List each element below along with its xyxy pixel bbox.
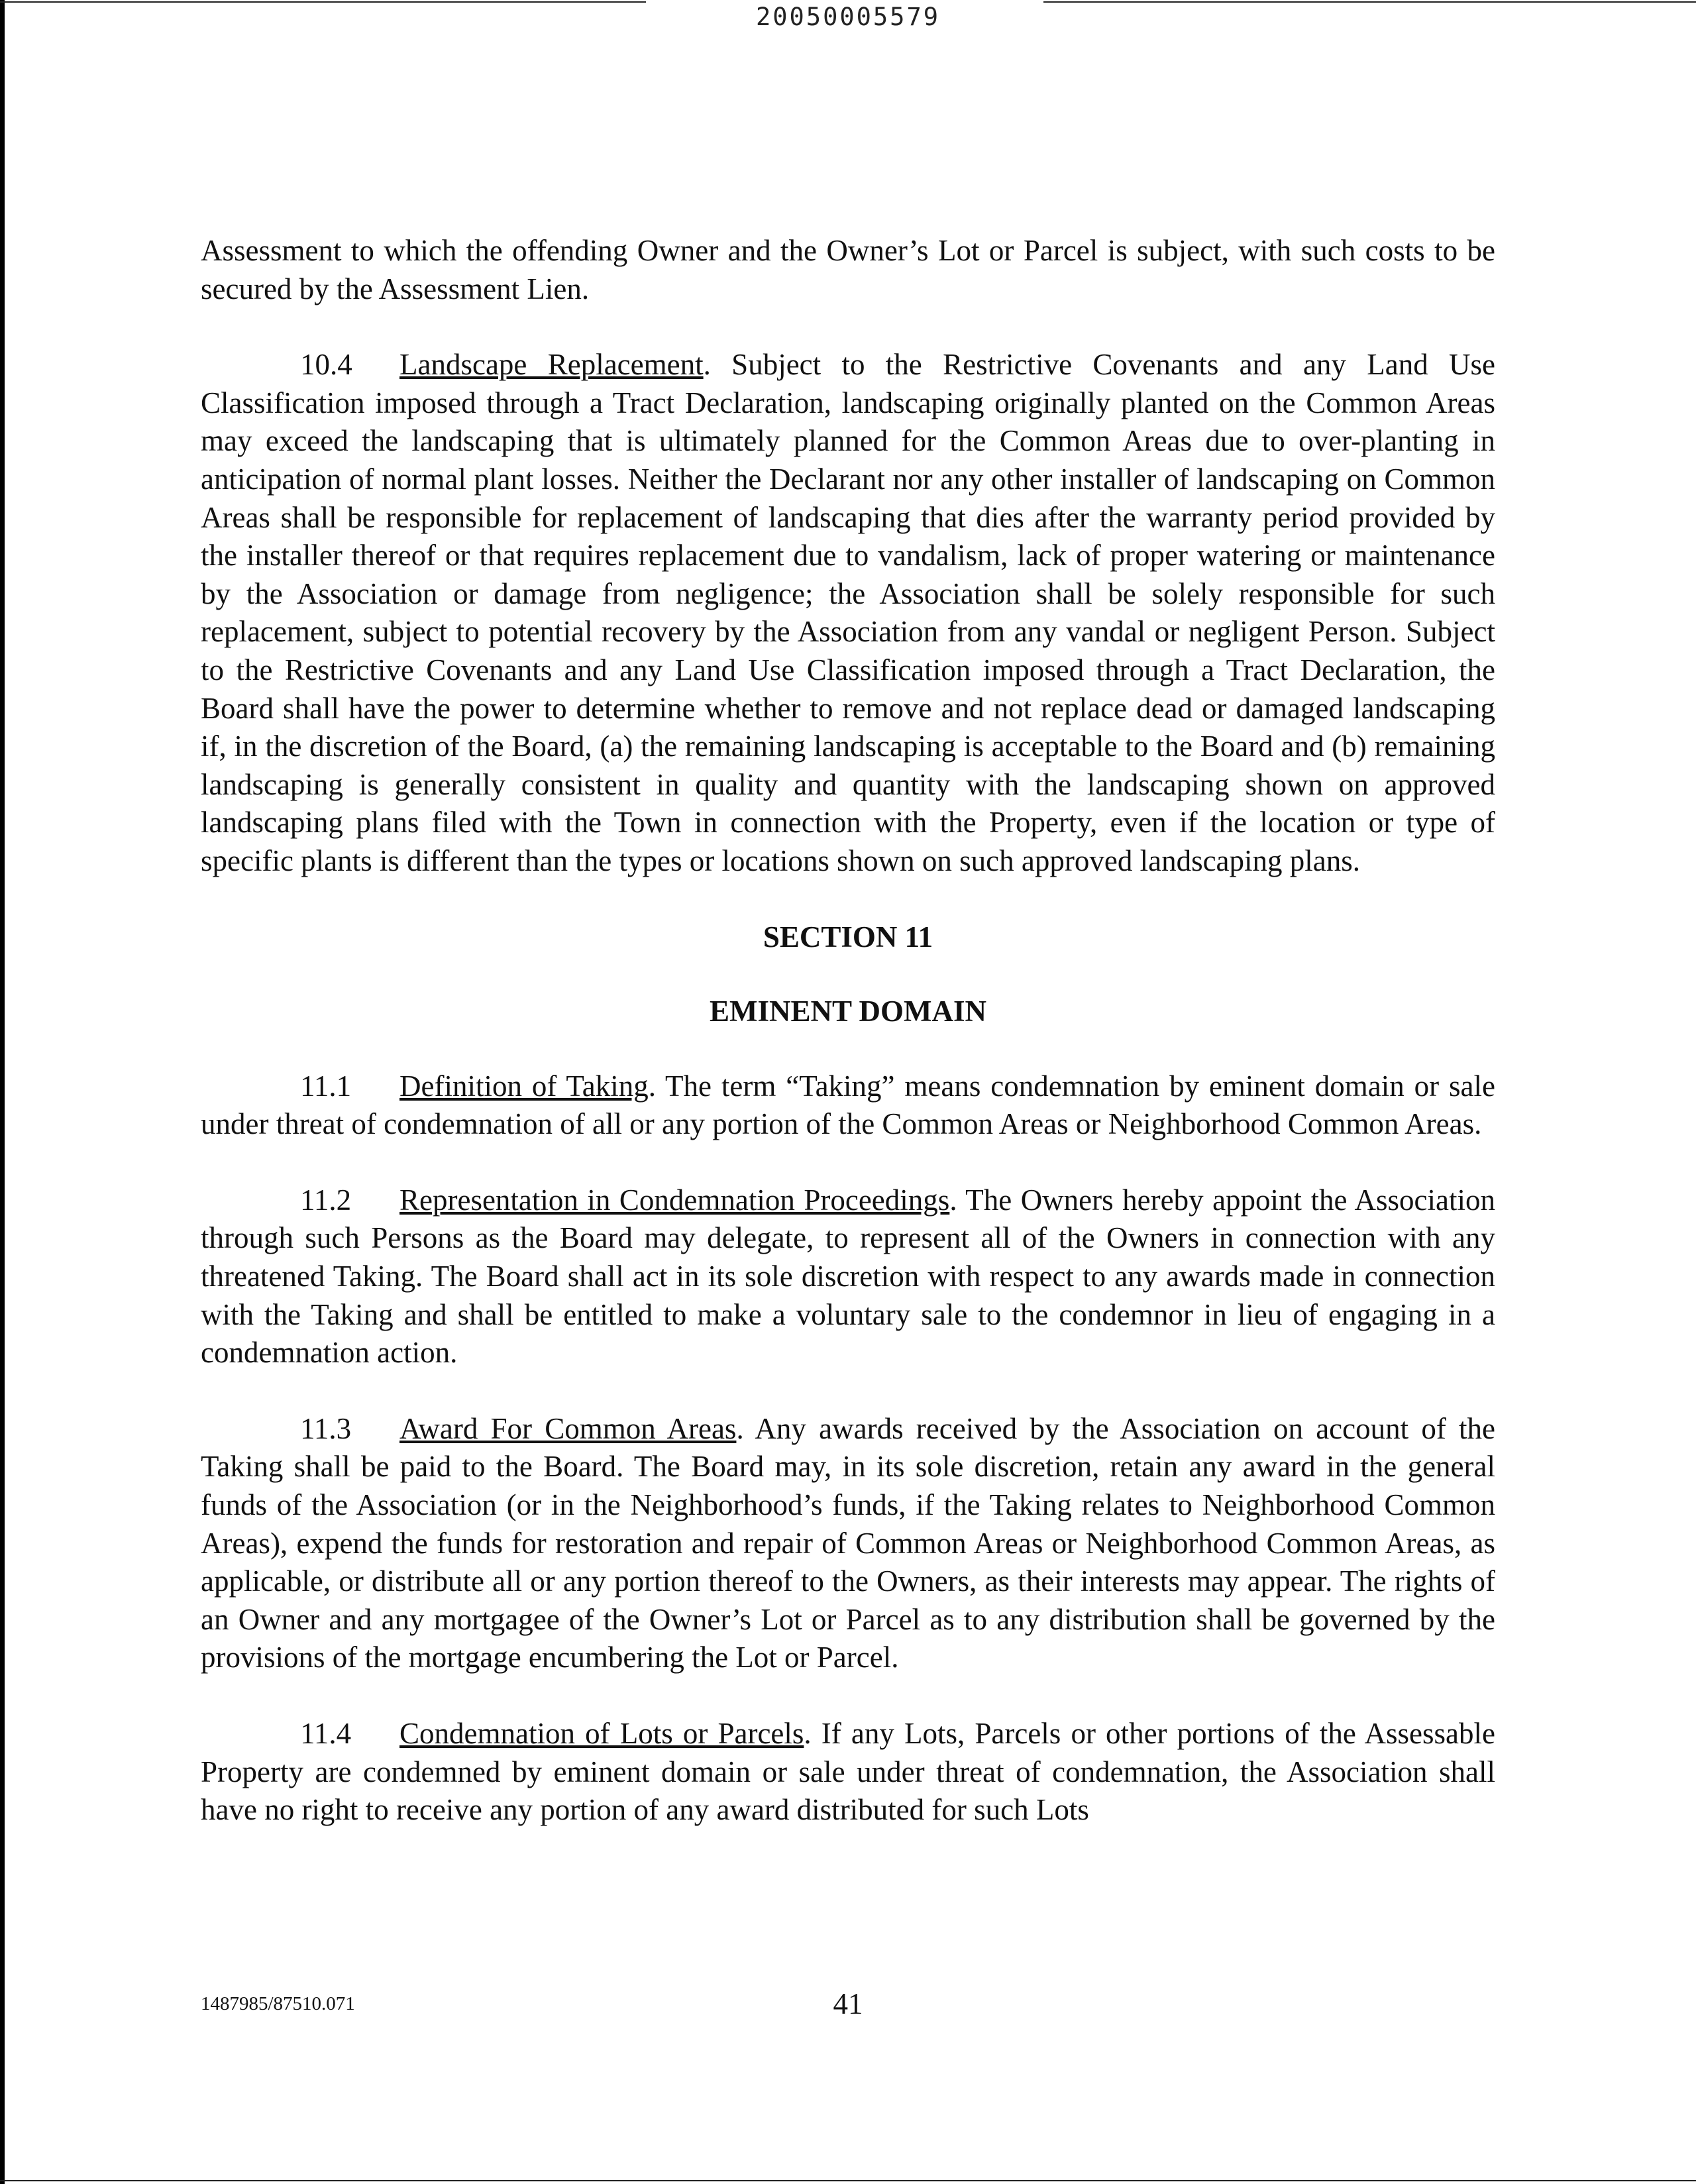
document-id: 20050005579 [755, 3, 941, 31]
document-body [201, 232, 1495, 1867]
section-11-2-paragraph [201, 1181, 1495, 1372]
section-number: 11.2 [300, 1183, 352, 1217]
section-heading: Definition of Taking [399, 1069, 649, 1103]
section-text: . Any awards received by the Association on account of the Taking shall be paid to the Board. The Board may, in its sole discretion, retain any award in the general funds of the Association (or in the Neighborhood’s funds, if the Taking relates to Neighborhood Common Areas), expend the funds for restoration and repair of Common Areas or Neighborhood Common Areas, as applicable, or distribute all or any portion thereof to the Owners, as their interests may appear. The rights of an Owner and any mortgagee of the Owner’s Lot or Parcel as to any distribution shall be governed by the provisions of the mortgage encumbering the Lot or Parcel. [201, 1411, 1495, 1674]
footer-file-code: 1487985/87510.071 [201, 1993, 355, 2014]
section-text: . Subject to the Restrictive Covenants and any Land Use Classification imposed through a Tract Declaration, landscaping originally planted on the Common Areas may exceed the landscaping that is ultimately planned for the Common Areas due to over-planting in anticipation of normal plant losses. Neither the Declarant nor any other installer of landscaping on Common Areas shall be responsible for replacement of landscaping that dies after the warranty period provided by the installer thereof or that requires replacement due to vandalism, lack of proper watering or maintenance by the Association or damage from negligence; the Association shall be solely responsible for such replacement, subject to potential recovery by the Association from any vandal or negligent Person. Subject to the Restrictive Covenants and any Land Use Classification imposed through a Tract Declaration, the Board shall have the power to determine whether to remove and not replace dead or damaged landscaping if, in the discretion of the Board, (a) the remaining landscaping is acceptable to the Board and (b) remaining landscaping is generally consistent in quality and quantity with the landscaping shown on approved landscaping plans filed with the Town in connection with the Property, even if the location or type of specific plants is different than the types or locations shown on such approved landscaping plans. [201, 348, 1496, 877]
section-number: 10.4 [300, 348, 352, 382]
section-text: . The term “Taking” means condemnation by eminent domain or sale under threat of condemnation of all or any portion of the Common Areas or Neighborhood Common Areas. [201, 1069, 1495, 1141]
page-number: 41 [833, 1987, 863, 2020]
section-text: . If any Lots, Parcels or other portions of the Assessable Property are condemned by eminent domain or sale under threat of condemnation, the Association shall have no right to receive any portion of any award distributed for such Lots [201, 1717, 1495, 1827]
section-title: SECTION 11 [763, 920, 933, 954]
section-heading: Landscape Replacement [399, 348, 704, 382]
section-heading: Award For Common Areas [399, 1411, 737, 1445]
footer-rule [0, 2180, 1696, 2181]
section-text: . The Owners hereby appoint the Association through such Persons as the Board may delegate, to represent all of the Owners in connection with any threatened Taking. The Board shall act in its sole discretion with respect to any awards made in connection with the Taking and shall be entitled to make a voluntary sale to the condemnor in lieu of engaging in a condemnation action. [201, 1183, 1495, 1370]
section-10-4-paragraph [201, 346, 1495, 880]
intro-paragraph: Assessment to which the offending Owner and the Owner’s Lot or Parcel is subject, with such costs to be secured by the Assessment Lien. [201, 234, 1495, 305]
section-11-3-paragraph [201, 1410, 1495, 1677]
section-number: 11.4 [300, 1717, 352, 1750]
scan-left-edge [0, 0, 5, 2184]
section-subtitle: EMINENT DOMAIN [710, 995, 986, 1028]
section-heading: Representation in Condemnation Proceedings [399, 1183, 950, 1217]
section-number: 11.3 [300, 1411, 352, 1445]
section-number: 11.1 [300, 1069, 352, 1103]
section-heading: Condemnation of Lots or Parcels [399, 1717, 804, 1750]
section-11-1-paragraph [201, 1067, 1495, 1144]
section-11-4-paragraph [201, 1715, 1495, 1829]
